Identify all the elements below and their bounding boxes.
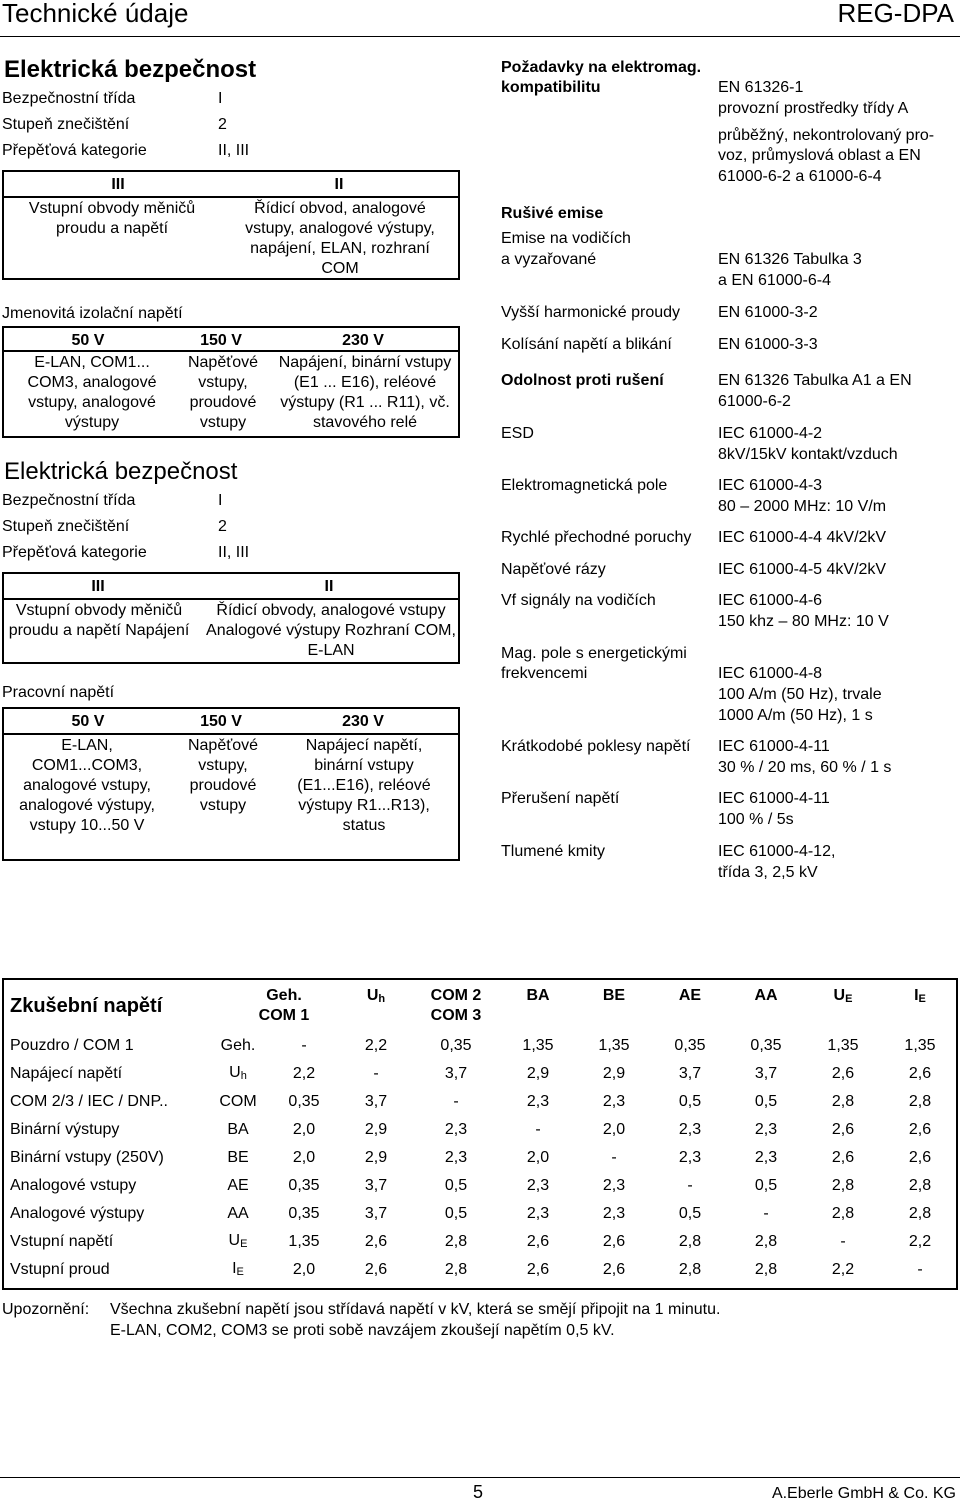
table-cell: 2,6 xyxy=(526,1261,550,1278)
row-label: Analogové výstupy xyxy=(10,1205,145,1222)
emc-title-line2: kompatibilitu xyxy=(501,79,601,96)
table-cell: 2,3 xyxy=(602,1205,626,1222)
col-header-geh: Geh. COM 1 xyxy=(258,987,310,1024)
table-cell: - xyxy=(453,1093,459,1110)
table-cell: 2,2 xyxy=(292,1065,316,1082)
table-cell: 3,7 xyxy=(364,1093,388,1110)
table-cell: 2,8 xyxy=(754,1233,778,1250)
table-row xyxy=(2,1088,958,1116)
table-cell: 2,0 xyxy=(292,1149,316,1166)
table-cell: - xyxy=(373,1065,379,1082)
table-cell: 2,6 xyxy=(602,1261,626,1278)
voltage-150-content: Napěťové vstupy, proudové vstupy xyxy=(187,354,259,431)
safety-class-value-2: I xyxy=(218,492,223,509)
voltage-header-230: 230 V xyxy=(342,332,384,349)
work-header-50: 50 V xyxy=(71,713,105,730)
table-cell: 2,8 xyxy=(908,1177,932,1194)
work-header-150: 150 V xyxy=(200,713,242,730)
page-header xyxy=(0,0,960,37)
table-cell: 2,3 xyxy=(444,1149,468,1166)
magnetic-field-label-2: frekvencemi xyxy=(501,665,588,682)
category-header-ii: II xyxy=(334,176,344,193)
table-cell: 2,8 xyxy=(678,1233,702,1250)
interruption-label: Přerušení napětí xyxy=(501,790,620,807)
section-title-safety-1: Elektrická bezpečnost xyxy=(4,56,257,83)
emission-value-2: a EN 61000-6-4 xyxy=(718,272,831,289)
table-cell: 2,3 xyxy=(526,1093,550,1110)
category-box-2 xyxy=(2,572,460,664)
category-header-ii-2: II xyxy=(324,578,334,595)
table-cell: 0,5 xyxy=(444,1205,468,1222)
table-cell: 2,8 xyxy=(831,1093,855,1110)
emc-value-3: průběžný, nekontrolovaný pro- xyxy=(718,127,935,144)
table-row xyxy=(2,1256,958,1284)
header-product: REG-DPA xyxy=(837,0,954,28)
emission-label-2: a vyzařované xyxy=(501,251,597,268)
table-cell: 2,3 xyxy=(678,1121,702,1138)
category-header-iii-2: III xyxy=(91,578,105,595)
work-230-content: Napájecí napětí, binární vstupy (E1...E16), reléové výstupy R1...R13), status xyxy=(297,737,431,834)
interruption-value-2: 100 % / 5s xyxy=(718,811,794,828)
pollution-degree-value-2: 2 xyxy=(218,518,227,535)
table-cell: 2,0 xyxy=(292,1261,316,1278)
table-cell: 0,5 xyxy=(754,1177,778,1194)
table-cell: 2,3 xyxy=(526,1205,550,1222)
conducted-rf-label: Vf signály na vodičích xyxy=(501,592,656,609)
magnetic-field-label-1: Mag. pole s energetickými xyxy=(501,645,687,662)
section-title-safety-2: Elektrická bezpečnost xyxy=(4,458,238,485)
surge-label: Napěťové rázy xyxy=(501,561,606,578)
test-voltage-title: Zkušební napětí xyxy=(10,995,163,1017)
emc-title-line1: Požadavky na elektromag. xyxy=(501,59,702,76)
row-label: Vstupní proud xyxy=(10,1261,110,1278)
col-header-com23: COM 2 COM 3 xyxy=(430,987,482,1024)
table-cell: 2,0 xyxy=(526,1149,550,1166)
damped-oscillation-value-2: třída 3, 2,5 kV xyxy=(718,864,818,881)
conducted-rf-value-1: IEC 61000-4-6 xyxy=(718,592,823,609)
col-header-ae: AE xyxy=(678,987,702,1004)
flicker-label: Kolísání napětí a blikání xyxy=(501,336,672,353)
immunity-value-2: 61000-6-2 xyxy=(718,393,791,410)
table-cell: 0,35 xyxy=(288,1093,320,1110)
table-cell: 3,7 xyxy=(754,1065,778,1082)
table-cell: 3,7 xyxy=(364,1205,388,1222)
table-cell: 2,3 xyxy=(444,1121,468,1138)
row-code: $U_h$ xyxy=(229,1063,247,1082)
surge-value: IEC 61000-4-5 4kV/2kV xyxy=(718,561,887,578)
row-code: $U_E$ xyxy=(228,1231,248,1250)
table-cell: 2,9 xyxy=(364,1149,388,1166)
table-cell: - xyxy=(301,1037,307,1054)
row-label: Analogové vstupy xyxy=(10,1177,137,1194)
table-cell: 2,8 xyxy=(908,1093,932,1110)
interruption-value-1: IEC 61000-4-11 xyxy=(718,790,830,807)
emc-value-5: 61000-6-2 a 61000-6-4 xyxy=(718,168,882,185)
row-label: Binární vstupy (250V) xyxy=(10,1149,164,1166)
table-cell: 2,6 xyxy=(908,1149,932,1166)
divider xyxy=(4,733,458,735)
row-label: Vstupní napětí xyxy=(10,1233,114,1250)
voltage-230-content: Napájení, binární vstupy (E1 ... E16), reléové výstupy (R1 ... R11), vč. stavového relé xyxy=(278,354,452,431)
table-cell: 0,5 xyxy=(678,1205,702,1222)
row-code: BE xyxy=(227,1149,249,1166)
table-row xyxy=(2,1032,958,1060)
table-cell: 0,35 xyxy=(674,1037,706,1054)
table-cell: 2,6 xyxy=(908,1065,932,1082)
harmonics-label: Vyšší harmonické proudy xyxy=(501,304,681,321)
table-cell: 2,2 xyxy=(908,1233,932,1250)
note-line-1: Všechna zkušební napětí jsou střídavá napětí v kV, která se smějí připojit na 1 minutu. xyxy=(110,1301,721,1318)
table-cell: 2,6 xyxy=(526,1233,550,1250)
insulation-voltage-label: Jmenovitá izolační napětí xyxy=(2,305,183,322)
overvoltage-category-label-2: Přepěťová kategorie xyxy=(2,544,147,561)
voltage-header-50: 50 V xyxy=(71,332,105,349)
magnetic-field-value-1: IEC 61000-4-8 xyxy=(718,665,823,682)
table-cell: 2,8 xyxy=(831,1177,855,1194)
table-cell: 0,35 xyxy=(288,1205,320,1222)
working-voltage-label: Pracovní napětí xyxy=(2,684,115,701)
divider xyxy=(4,598,458,600)
table-cell: - xyxy=(840,1233,846,1250)
flicker-value: EN 61000-3-3 xyxy=(718,336,818,353)
table-cell: - xyxy=(687,1177,693,1194)
working-voltage-table xyxy=(2,707,460,861)
table-row xyxy=(2,1116,958,1144)
magnetic-field-value-3: 1000 A/m (50 Hz), 1 s xyxy=(718,707,873,724)
table-cell: 0,35 xyxy=(750,1037,782,1054)
table-cell: 2,8 xyxy=(754,1261,778,1278)
insulation-voltage-table xyxy=(2,326,460,438)
table-cell: 2,0 xyxy=(292,1121,316,1138)
harmonics-value: EN 61000-3-2 xyxy=(718,304,818,321)
em-field-value-1: IEC 61000-4-3 xyxy=(718,477,823,494)
category-ii-content-2: Řídicí obvody, analogové vstupy Analogové výstupy Rozhraní COM, E-LAN xyxy=(206,602,456,659)
em-field-label: Elektromagnetická pole xyxy=(501,477,668,494)
row-code: AA xyxy=(227,1205,249,1222)
category-ii-content: Řídicí obvod, analogové vstupy, analogové výstupy, napájení, ELAN, rozhraní COM xyxy=(245,200,435,277)
table-row xyxy=(2,1228,958,1256)
work-header-230: 230 V xyxy=(342,713,384,730)
em-field-value-2: 80 – 2000 MHz: 10 V/m xyxy=(718,498,887,515)
table-cell: 2,8 xyxy=(444,1233,468,1250)
table-cell: - xyxy=(763,1205,769,1222)
col-header-ie: $I_E$ xyxy=(914,987,926,1005)
emc-value-2: provozní prostředky třídy A xyxy=(718,100,909,117)
table-cell: 2,9 xyxy=(364,1121,388,1138)
voltage-50-content: E-LAN, COM1... COM3, analogové vstupy, analogové výstupy xyxy=(27,354,157,431)
table-cell: 2,2 xyxy=(364,1037,388,1054)
emission-value-1: EN 61326 Tabulka 3 xyxy=(718,251,862,268)
immunity-label: Odolnost proti rušení xyxy=(501,372,664,389)
table-cell: 0,5 xyxy=(678,1093,702,1110)
table-cell: 2,8 xyxy=(678,1261,702,1278)
overvoltage-category-label: Přepěťová kategorie xyxy=(2,142,147,159)
magnetic-field-value-2: 100 A/m (50 Hz), trvale xyxy=(718,686,882,703)
col-header-aa: AA xyxy=(754,987,778,1004)
table-cell: - xyxy=(611,1149,617,1166)
emission-title: Rušivé emise xyxy=(501,205,604,222)
table-cell: 2,3 xyxy=(678,1149,702,1166)
col-header-ba: BA xyxy=(526,987,550,1004)
table-cell: 2,6 xyxy=(831,1065,855,1082)
table-cell: 1,35 xyxy=(522,1037,554,1054)
esd-value-1: IEC 61000-4-2 xyxy=(718,425,823,442)
table-cell: 2,6 xyxy=(831,1149,855,1166)
row-code: BA xyxy=(227,1121,249,1138)
row-code: $I_E$ xyxy=(232,1259,244,1278)
table-row xyxy=(2,1060,958,1088)
row-label: Pouzdro / COM 1 xyxy=(10,1037,134,1054)
divider xyxy=(4,196,458,198)
emc-value-4: voz, průmyslová oblast a EN xyxy=(718,147,921,164)
voltage-header-150: 150 V xyxy=(200,332,242,349)
voltage-dips-label: Krátkodobé poklesy napětí xyxy=(501,738,691,755)
category-iii-content-2: Vstupní obvody měničů proudu a napětí Napájení xyxy=(8,602,190,639)
table-header-row xyxy=(2,980,958,1032)
pollution-degree-value: 2 xyxy=(218,116,227,133)
category-box-1 xyxy=(2,170,460,280)
safety-class-label: Bezpečnostní třída xyxy=(2,90,136,107)
row-label: COM 2/3 / IEC / DNP.. xyxy=(10,1093,168,1110)
work-50-content: E-LAN, COM1...COM3, analogové vstupy, analogové výstupy, vstupy 10...50 V xyxy=(19,737,155,834)
esd-value-2: 8kV/15kV kontakt/vzduch xyxy=(718,446,898,463)
table-cell: 2,9 xyxy=(602,1065,626,1082)
test-voltage-table xyxy=(2,980,958,1284)
immunity-value-1: EN 61326 Tabulka A1 a EN xyxy=(718,372,912,389)
table-cell: 2,6 xyxy=(831,1121,855,1138)
safety-class-value: I xyxy=(218,90,223,107)
table-cell: 3,7 xyxy=(444,1065,468,1082)
page-number: 5 xyxy=(473,1482,484,1502)
table-cell: - xyxy=(917,1261,923,1278)
work-150-content: Napěťové vstupy, proudové vstupy xyxy=(187,737,259,814)
table-cell: 3,7 xyxy=(364,1177,388,1194)
table-cell: 0,35 xyxy=(440,1037,472,1054)
table-cell: 1,35 xyxy=(904,1037,936,1054)
table-cell: 2,6 xyxy=(364,1233,388,1250)
footer-divider xyxy=(0,1477,960,1478)
divider xyxy=(4,350,458,352)
table-cell: 2,8 xyxy=(831,1205,855,1222)
burst-value: IEC 61000-4-4 4kV/2kV xyxy=(718,529,887,546)
table-cell: 2,6 xyxy=(602,1233,626,1250)
row-label: Binární výstupy xyxy=(10,1121,120,1138)
table-cell: 0,5 xyxy=(754,1093,778,1110)
emission-label-1: Emise na vodičích xyxy=(501,230,631,247)
col-header-uh: $U_h$ xyxy=(366,987,386,1005)
note-line-2: E-LAN, COM2, COM3 se proti sobě navzájem zkoušejí napětím 0,5 kV. xyxy=(110,1322,615,1339)
table-cell: 1,35 xyxy=(598,1037,630,1054)
note-label: Upozornění: xyxy=(2,1301,90,1318)
table-cell: 2,9 xyxy=(526,1065,550,1082)
table-cell: 2,3 xyxy=(602,1093,626,1110)
row-code: Geh. xyxy=(220,1037,256,1054)
table-cell: 3,7 xyxy=(678,1065,702,1082)
pollution-degree-label: Stupeň znečištění xyxy=(2,116,130,133)
emc-value-1: EN 61326-1 xyxy=(718,79,804,96)
overvoltage-category-value-2: II, III xyxy=(218,544,250,561)
table-cell: 2,3 xyxy=(754,1121,778,1138)
table-row xyxy=(2,1200,958,1228)
table-row xyxy=(2,1144,958,1172)
safety-class-label-2: Bezpečnostní třída xyxy=(2,492,136,509)
table-cell: 1,35 xyxy=(288,1233,320,1250)
col-header-be: BE xyxy=(602,987,626,1004)
table-cell: 2,3 xyxy=(602,1177,626,1194)
category-header-iii: III xyxy=(111,176,125,193)
damped-oscillation-label: Tlumené kmity xyxy=(501,843,606,860)
row-code: AE xyxy=(227,1177,249,1194)
table-cell: 2,6 xyxy=(908,1121,932,1138)
table-cell: 2,6 xyxy=(364,1261,388,1278)
table-cell: 2,3 xyxy=(754,1149,778,1166)
pollution-degree-label-2: Stupeň znečištění xyxy=(2,518,130,535)
voltage-dips-value-2: 30 % / 20 ms, 60 % / 1 s xyxy=(718,759,892,776)
category-iii-content: Vstupní obvody měničů proudu a napětí xyxy=(28,200,196,237)
header-title: Technické údaje xyxy=(2,0,189,28)
table-cell: 1,35 xyxy=(827,1037,859,1054)
row-code: COM xyxy=(219,1093,257,1110)
table-cell: 2,3 xyxy=(526,1177,550,1194)
conducted-rf-value-2: 150 khz – 80 MHz: 10 V xyxy=(718,613,889,630)
table-row xyxy=(2,1172,958,1200)
row-label: Napájecí napětí xyxy=(10,1065,123,1082)
table-cell: - xyxy=(535,1121,541,1138)
company-name: A.Eberle GmbH & Co. KG xyxy=(771,1485,956,1502)
damped-oscillation-value-1: IEC 61000-4-12, xyxy=(718,843,836,860)
burst-label: Rychlé přechodné poruchy xyxy=(501,529,692,546)
col-header-ue: $U_E$ xyxy=(833,987,853,1005)
table-cell: 0,35 xyxy=(288,1177,320,1194)
esd-label: ESD xyxy=(501,425,534,442)
table-cell: 2,0 xyxy=(602,1121,626,1138)
table-cell: 2,2 xyxy=(831,1261,855,1278)
table-cell: 2,8 xyxy=(444,1261,468,1278)
table-cell: 2,8 xyxy=(908,1205,932,1222)
voltage-dips-value-1: IEC 61000-4-11 xyxy=(718,738,830,755)
table-cell: 0,5 xyxy=(444,1177,468,1194)
overvoltage-category-value: II, III xyxy=(218,142,250,159)
